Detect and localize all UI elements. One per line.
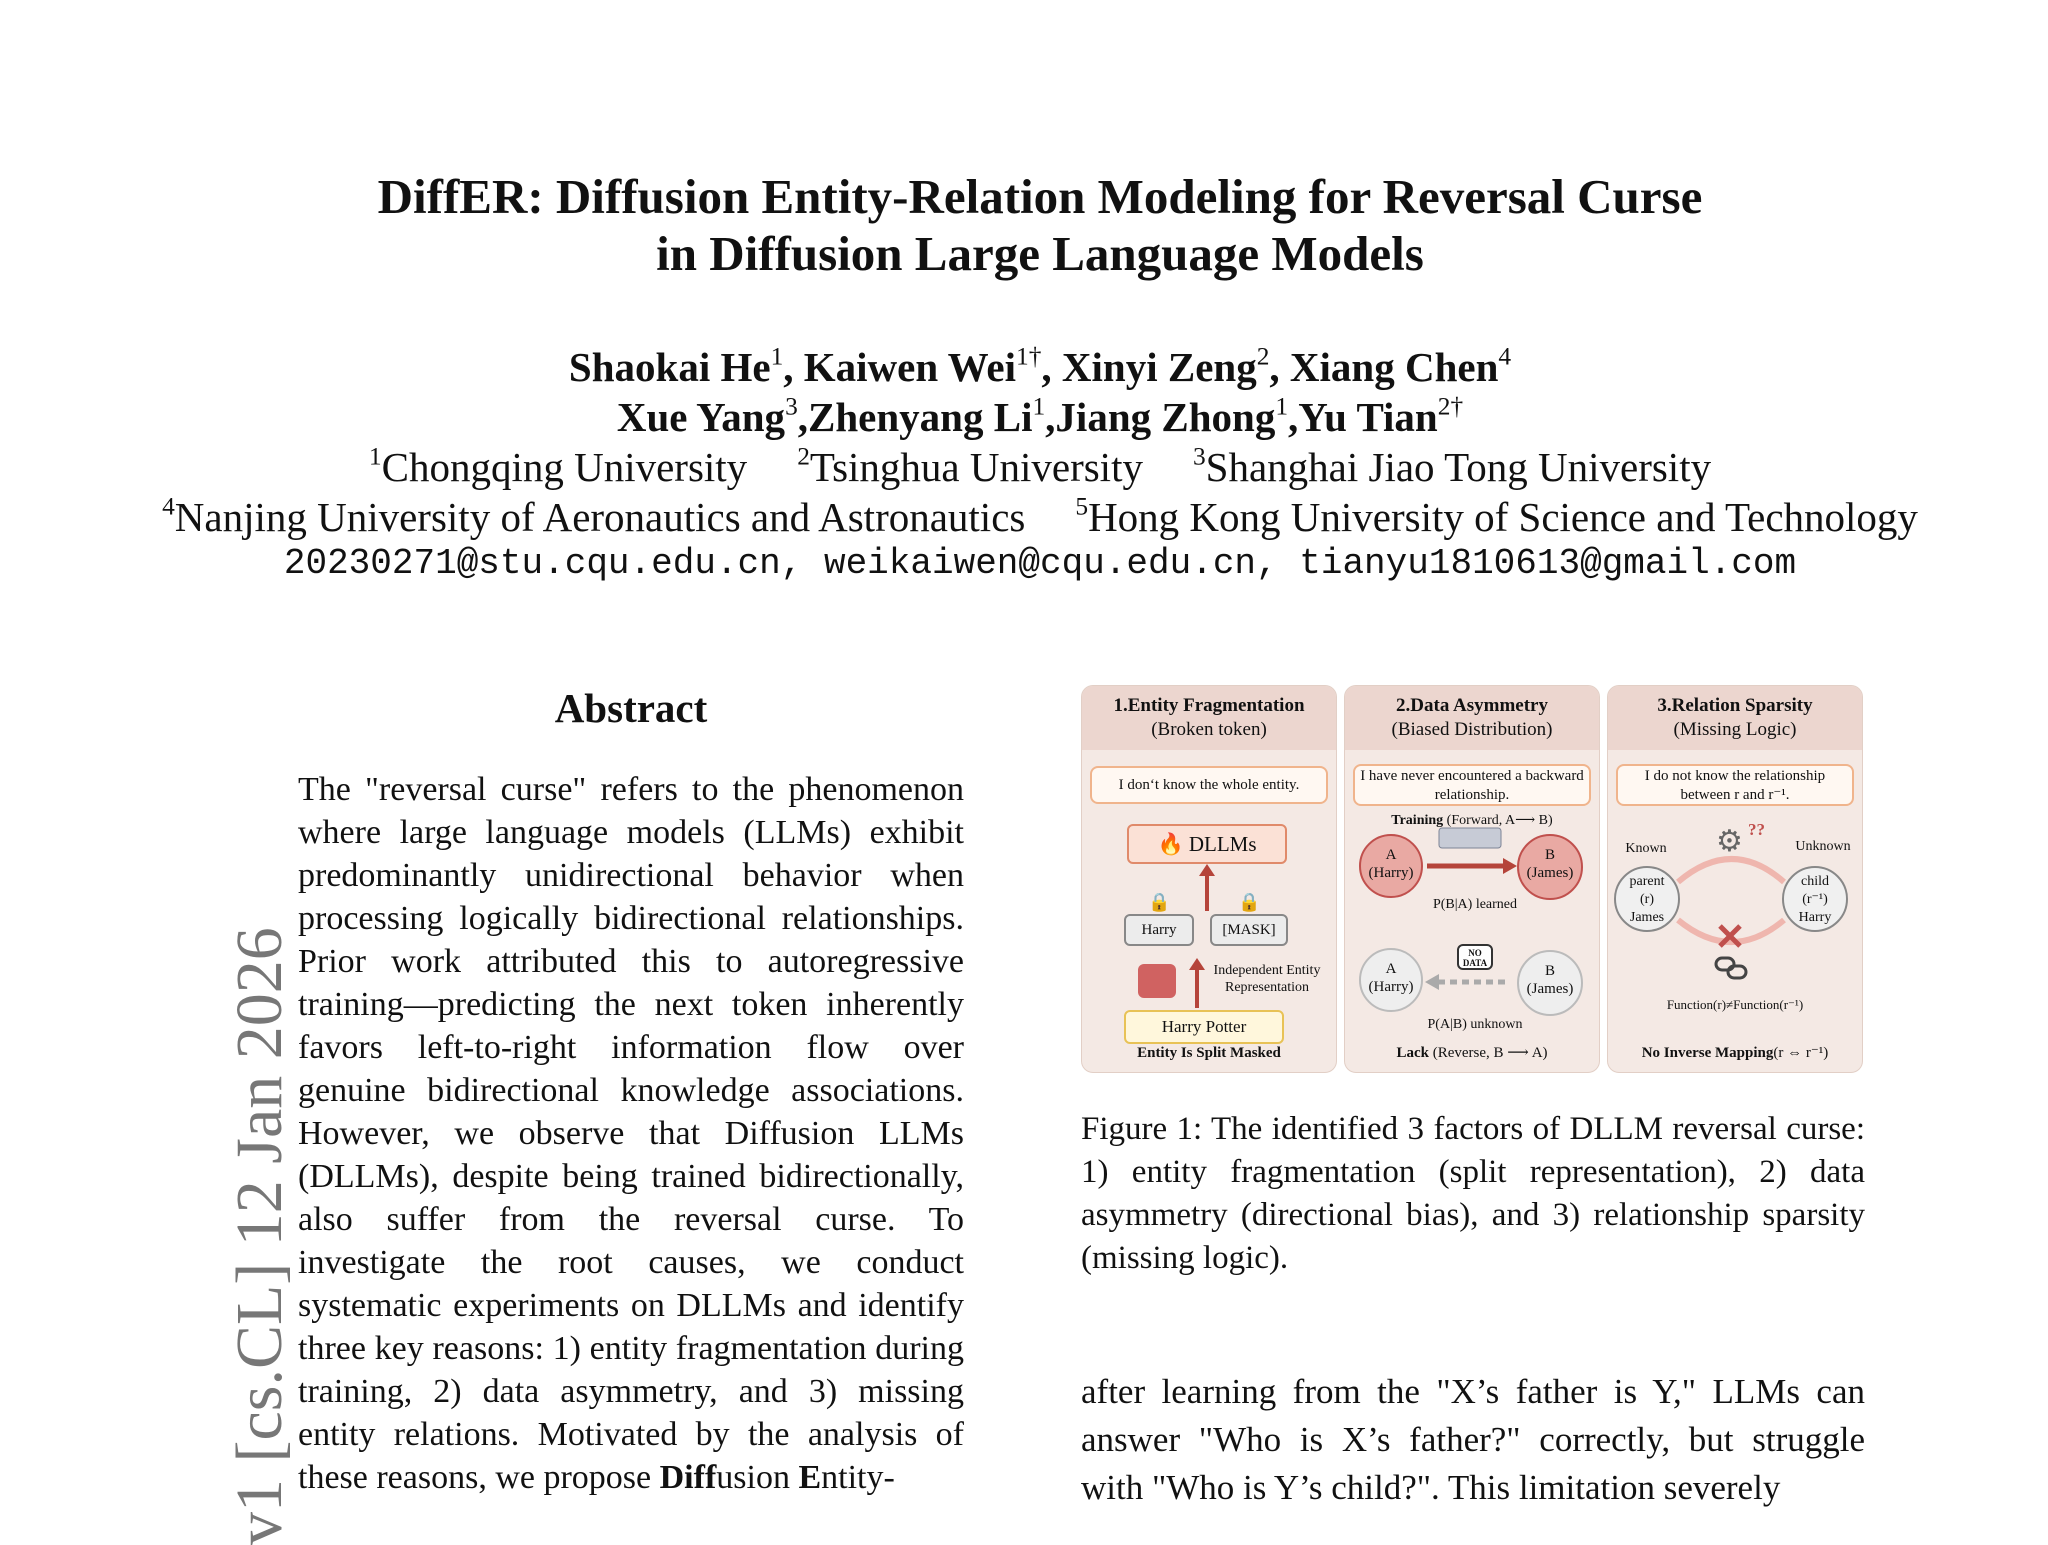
learned-label: P(B|A) learned xyxy=(1432,897,1518,912)
node-a-label: A xyxy=(1385,847,1397,863)
function-label: Function(r)≠Function(r⁻¹) xyxy=(1666,997,1804,1012)
author-separator: , xyxy=(797,394,809,440)
gear-icon: ⚙ xyxy=(1716,825,1743,858)
no-data-icon: NO DATA xyxy=(1457,944,1493,970)
author-affil-mark: 2 xyxy=(1256,342,1270,371)
question-icon: ?? xyxy=(1748,820,1765,839)
panel3-arrows xyxy=(1608,686,1862,1072)
panel-footer xyxy=(1608,1043,1862,1062)
author-name: Xue Yang xyxy=(616,394,786,440)
speech-bubble: I don‘t know the whole entity. xyxy=(1090,766,1328,804)
footer-bold: No Inverse Mapping xyxy=(1641,1045,1774,1061)
node-a-label: A xyxy=(1385,961,1397,977)
author-emails: 20230271@stu.cqu.edu.cn, weikaiwen@cqu.edu.cn, tianyu1810613@gmail.com xyxy=(283,543,1797,584)
author-name: Shaokai He xyxy=(568,344,771,390)
unknown-label: P(A|B) unknown xyxy=(1427,1017,1523,1032)
authors-line2 xyxy=(0,392,2048,442)
paper-title xyxy=(0,168,2048,282)
training-bold: Training xyxy=(1391,813,1444,828)
node-b-lack xyxy=(1517,950,1583,1016)
author-name: Jiang Zhong xyxy=(1055,394,1276,440)
affiliations-line2 xyxy=(0,492,2048,542)
puzzle-icon xyxy=(1138,964,1176,998)
figure-1 xyxy=(1081,685,1861,1071)
lock-icon: 🔒 xyxy=(1148,892,1171,912)
node-b-name: (James) xyxy=(1526,865,1574,881)
node-child-l3: Harry xyxy=(1798,910,1832,925)
affiliation-mark: 3 xyxy=(1192,442,1206,471)
author-separator: , xyxy=(1045,394,1056,440)
abstract-text xyxy=(298,768,964,1499)
node-parent-l1: parent xyxy=(1629,874,1665,889)
author-separator: , xyxy=(783,344,804,390)
panel-footer xyxy=(1345,1043,1599,1062)
arc-arrow-icon xyxy=(1678,859,1784,882)
affiliation-name: Shanghai Jiao Tong University xyxy=(1205,444,1712,490)
entity-box: Harry Potter xyxy=(1124,1010,1284,1044)
speech-bubble: I do not know the relationship between r and r⁻¹. xyxy=(1616,764,1854,806)
author-name: Xiang Chen xyxy=(1289,344,1499,390)
unknown-label: Unknown xyxy=(1795,839,1851,854)
author-name: Zhenyang Li xyxy=(808,394,1033,440)
figure-panel-data-asymmetry xyxy=(1344,685,1600,1073)
author-separator: , xyxy=(1269,344,1290,390)
node-parent-l3: James xyxy=(1629,910,1665,925)
token-box-harry xyxy=(1124,914,1194,946)
panel-footer: Entity Is Split Masked xyxy=(1137,1045,1281,1061)
author-affil-mark: 3 xyxy=(785,392,798,421)
fire-icon: 🔥 xyxy=(1157,832,1184,856)
node-a-name: (Harry) xyxy=(1368,865,1414,881)
affiliation-name: Chongqing University xyxy=(381,444,748,490)
affiliation-mark: 2 xyxy=(797,442,810,471)
author-affil-mark: 1 xyxy=(1032,392,1046,421)
known-label: Known xyxy=(1625,841,1667,856)
abstract-bold-diff: Diff xyxy=(659,1459,717,1496)
node-a-name: (Harry) xyxy=(1368,979,1414,995)
affiliation-mark: 1 xyxy=(368,442,382,471)
figure-panel-relation-sparsity xyxy=(1607,685,1863,1073)
affiliation-mark: 5 xyxy=(1075,492,1089,521)
affiliation-name: Hong Kong University of Science and Technology xyxy=(1088,494,1918,540)
paper-title-line2: in Diffusion Large Language Models xyxy=(656,226,1424,281)
figure-caption: Figure 1: The identified 3 factors of DLLM reversal curse: 1) entity fragmentation (split representation), 2) data asymmetry (directional bias), and 3) relationship sparsity (missing logic). xyxy=(1081,1111,1865,1276)
abstract-body: The "reversal curse" refers to the phenomenon where large language models (LLMs) exhibit predominantly unidirectional behavior when processing logically bidirectional relationships. Prior work attributed this to autoregressive training—predicting the next token inherently favors left-to-right information flow over genuine bidirectional knowledge associations. However, we observe that Diffusion LLMs (DLLMs), despite being trained bidirectionally, also suffer from the reversal curse. To investigate the root causes, we conduct systematic experiments on DLLMs and identify three key reasons: 1) entity fragmentation during training, 2) data asymmetry, and 3) missing entity relations. Motivated by the analysis of these reasons, we propose xyxy=(298,771,964,1496)
lock-icon: 🔒 xyxy=(1238,892,1261,912)
independent-representation-note: Independent Entity Representation xyxy=(1213,963,1321,995)
author-name: Kaiwen Wei xyxy=(803,344,1016,390)
panel-subtitle: (Missing Logic) xyxy=(1673,719,1797,740)
affiliation-name: Nanjing University of Aeronautics and Astronautics xyxy=(174,494,1026,540)
panel-subtitle: (Broken token) xyxy=(1151,719,1267,740)
speech-bubble: I have never encountered a backward relationship. xyxy=(1353,764,1591,806)
footer-rest: (Reverse, B ⟶ A) xyxy=(1428,1045,1548,1061)
training-rest: (Forward, A⟶ B) xyxy=(1443,813,1553,828)
token-mask: [MASK] xyxy=(1222,922,1276,938)
affiliations-line1 xyxy=(0,442,2048,492)
paper-title-line1: DiffER: Diffusion Entity-Relation Modeling for Reversal Curse xyxy=(377,169,1703,224)
node-child-l1: child xyxy=(1801,874,1829,889)
author-affil-mark: 2† xyxy=(1437,392,1464,421)
arxiv-stamp: v1 [cs.CL] 12 Jan 2026 xyxy=(223,927,296,1545)
body-text: after learning from the "X’s father is Y," LLMs can answer "Who is X’s father?" correctly, but struggle with "Who is Y’s child?". This limitation severely xyxy=(1081,1372,1865,1507)
dllm-label: DLLMs xyxy=(1188,832,1257,856)
affiliation-name: Tsinghua University xyxy=(809,444,1143,490)
node-b-name: (James) xyxy=(1526,981,1574,997)
authors-line1 xyxy=(0,342,2048,392)
node-b-label: B xyxy=(1544,963,1555,979)
panel-subtitle: (Biased Distribution) xyxy=(1391,719,1553,740)
footer-bold: Lack xyxy=(1396,1045,1429,1061)
author-affil-mark: 1 xyxy=(770,342,784,371)
author-affil-mark: 1 xyxy=(1275,392,1289,421)
figure-panel-entity-fragmentation xyxy=(1081,685,1337,1073)
abstract-heading: Abstract xyxy=(554,685,708,731)
database-icon xyxy=(1439,828,1501,848)
affiliation-mark: 4 xyxy=(162,492,175,521)
panel-title: 1.Entity Fragmentation xyxy=(1113,695,1305,716)
author-separator: , xyxy=(1288,394,1299,440)
token-harry: Harry xyxy=(1141,922,1177,938)
panel-title: 3.Relation Sparsity xyxy=(1657,695,1813,716)
footer-rest: (r ⇔ r⁻¹) xyxy=(1773,1045,1829,1061)
node-a-lack xyxy=(1359,948,1423,1012)
author-name: Yu Tian xyxy=(1298,394,1438,440)
author-separator: , xyxy=(1041,344,1062,390)
author-affil-mark: 1† xyxy=(1016,342,1042,371)
author-affil-mark: 4 xyxy=(1498,342,1512,371)
node-child-l2: (r⁻¹) xyxy=(1802,892,1828,907)
abstract-mid: usion xyxy=(716,1459,799,1496)
panel-title: 2.Data Asymmetry xyxy=(1396,695,1548,716)
node-parent-l2: (r) xyxy=(1640,892,1654,907)
author-name: Xinyi Zeng xyxy=(1061,344,1257,390)
node-b-label: B xyxy=(1544,847,1555,863)
abstract-tail: ntity- xyxy=(821,1459,895,1496)
token-box-mask xyxy=(1210,914,1288,946)
abstract-bold-e: E xyxy=(798,1459,822,1496)
